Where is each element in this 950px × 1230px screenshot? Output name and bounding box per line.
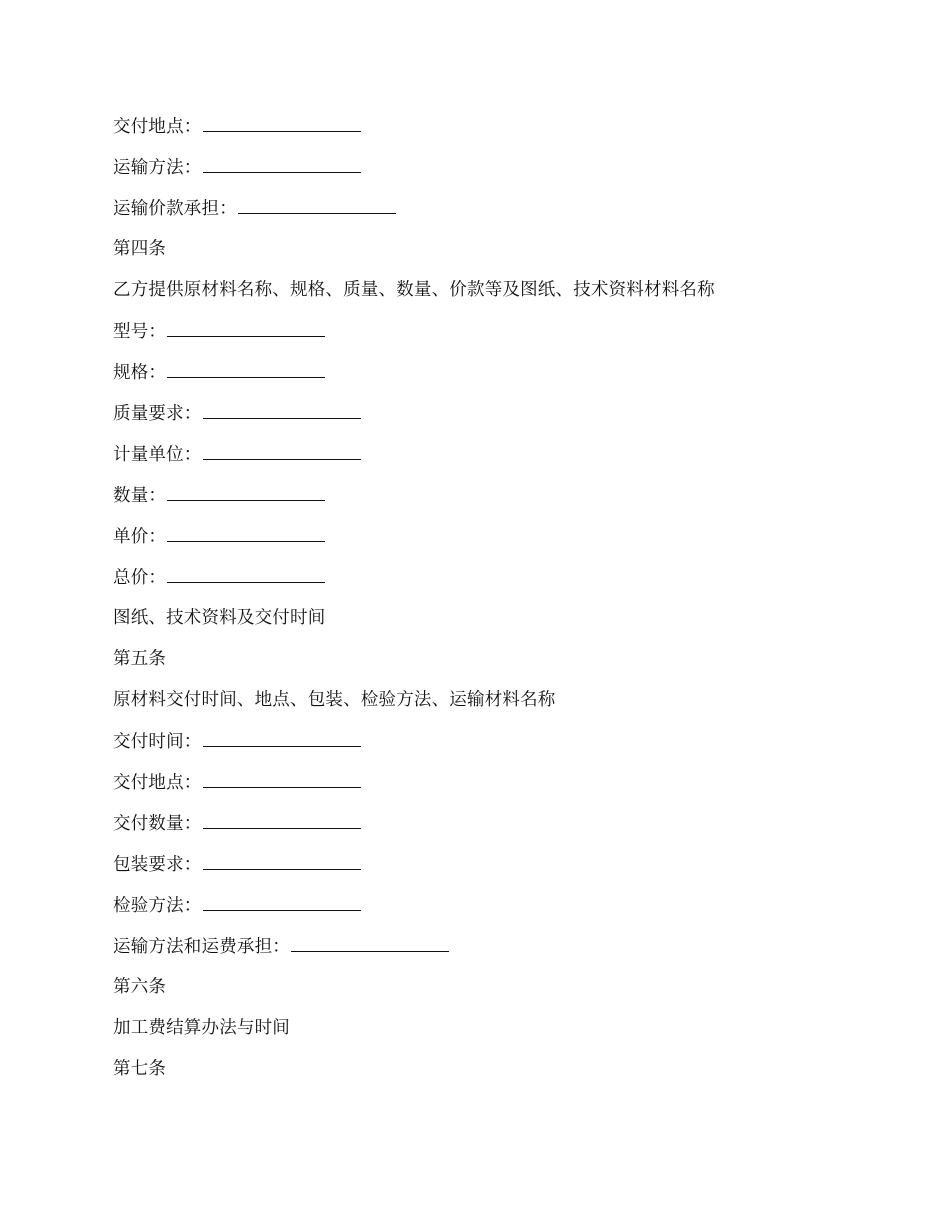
article-5-heading: [113, 645, 873, 686]
field-delivery-location: [113, 112, 873, 153]
paragraph-text: 图纸、技术资料及交付时间: [113, 608, 326, 628]
field-label: 交付数量：: [113, 814, 202, 834]
paragraph-text: 乙方提供原材料名称、规格、质量、数量、价款等及图纸、技术资料材料名称: [113, 280, 715, 300]
field-label: 型号：: [113, 322, 167, 342]
field-total-price: [113, 563, 873, 604]
document-page: [113, 112, 873, 1096]
article-4-description: [113, 276, 873, 317]
field-quality-requirement: [113, 399, 873, 440]
field-label: 规格：: [113, 363, 167, 383]
field-label: 运输方法：: [113, 158, 202, 178]
fill-in-blank[interactable]: [203, 768, 361, 788]
article-heading: 第四条: [113, 239, 167, 259]
fill-in-blank[interactable]: [167, 481, 325, 501]
paragraph-text: 加工费结算办法与时间: [113, 1018, 290, 1038]
fill-in-blank[interactable]: [203, 850, 361, 870]
article-5-description: [113, 686, 873, 727]
fill-in-blank[interactable]: [203, 153, 361, 173]
article-heading: 第七条: [113, 1059, 167, 1079]
article-heading: 第五条: [113, 649, 167, 669]
fill-in-blank[interactable]: [203, 809, 361, 829]
field-transport-and-freight: [113, 932, 873, 973]
field-inspection-method: [113, 891, 873, 932]
field-quantity: [113, 481, 873, 522]
field-delivery-location-2: [113, 768, 873, 809]
article-7-heading: [113, 1055, 873, 1096]
fill-in-blank[interactable]: [167, 317, 325, 337]
fill-in-blank[interactable]: [203, 399, 361, 419]
field-model: [113, 317, 873, 358]
article-6-heading: [113, 973, 873, 1014]
field-transport-cost-bearer: [113, 194, 873, 235]
field-label: 总价：: [113, 568, 167, 588]
field-transport-method: [113, 153, 873, 194]
paragraph-text: 原材料交付时间、地点、包装、检验方法、运输材料名称: [113, 690, 556, 710]
fill-in-blank[interactable]: [167, 358, 325, 378]
drawings-delivery-line: [113, 604, 873, 645]
fill-in-blank[interactable]: [203, 727, 361, 747]
field-label: 交付地点：: [113, 773, 202, 793]
article-4-heading: [113, 235, 873, 276]
field-label: 交付地点：: [113, 117, 202, 137]
article-heading: 第六条: [113, 977, 167, 997]
fill-in-blank[interactable]: [203, 891, 361, 911]
field-label: 质量要求：: [113, 404, 202, 424]
field-delivery-time: [113, 727, 873, 768]
fill-in-blank[interactable]: [167, 563, 325, 583]
field-specification: [113, 358, 873, 399]
field-label: 运输方法和运费承担：: [113, 937, 290, 957]
field-delivery-quantity: [113, 809, 873, 850]
field-label: 检验方法：: [113, 896, 202, 916]
fill-in-blank[interactable]: [203, 440, 361, 460]
field-label: 计量单位：: [113, 445, 202, 465]
field-label: 包装要求：: [113, 855, 202, 875]
fill-in-blank[interactable]: [167, 522, 325, 542]
processing-fee-settlement-line: [113, 1014, 873, 1055]
field-label: 交付时间：: [113, 732, 202, 752]
fill-in-blank[interactable]: [238, 194, 396, 214]
fill-in-blank[interactable]: [203, 112, 361, 132]
field-label: 数量：: [113, 486, 167, 506]
field-label: 运输价款承担：: [113, 199, 237, 219]
field-unit-price: [113, 522, 873, 563]
field-unit-of-measure: [113, 440, 873, 481]
fill-in-blank[interactable]: [291, 932, 449, 952]
field-label: 单价：: [113, 527, 167, 547]
field-packaging-requirement: [113, 850, 873, 891]
